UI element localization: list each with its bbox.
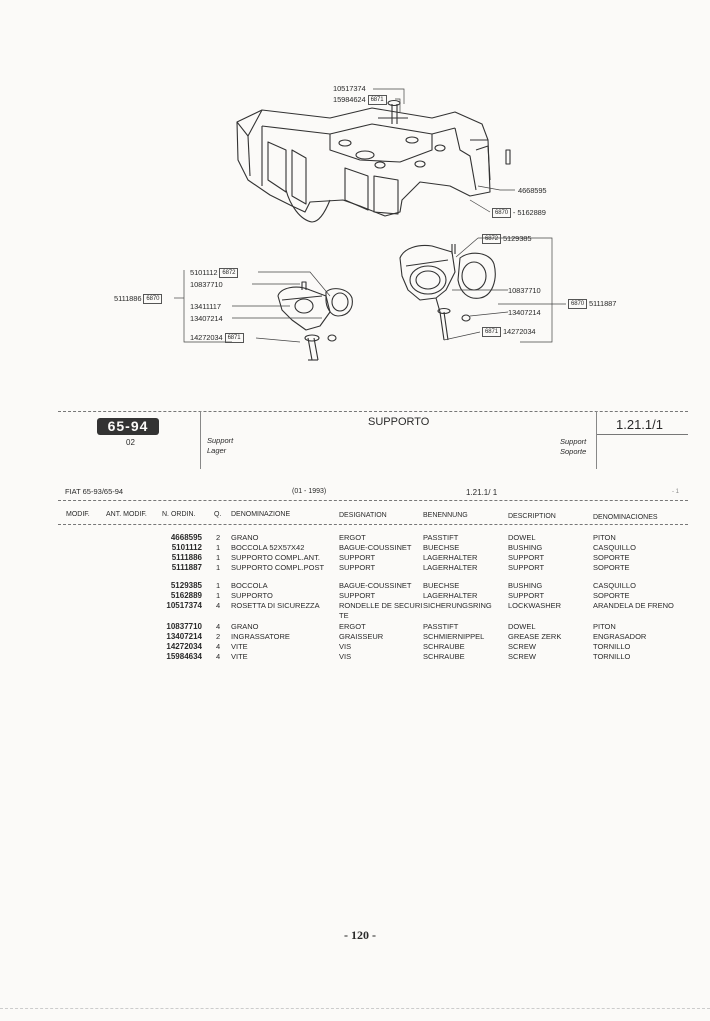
part-qty: 1 xyxy=(216,553,221,562)
columns-rule xyxy=(58,524,688,525)
part-qty: 1 xyxy=(216,591,221,600)
part-name-it: BOCCOLA xyxy=(231,581,268,590)
part-name-en: SCREW xyxy=(508,652,536,661)
part-qty: 4 xyxy=(216,642,221,651)
part-number: 5111886 xyxy=(171,553,202,562)
part-name-de: BUECHSE xyxy=(423,581,460,590)
callout-10837710-right: 10837710 xyxy=(508,286,541,295)
part-name-it: VITE xyxy=(231,652,248,661)
part-qty: 2 xyxy=(216,632,221,641)
ref-box: 6871 xyxy=(368,95,387,105)
callout-text: 14272034 xyxy=(502,327,536,336)
bottom-edge xyxy=(0,1008,710,1009)
col-denominazione: DENOMINAZIONE xyxy=(231,511,291,518)
part-name-it: GRANO xyxy=(231,622,259,631)
part-name-en: SUPPORT xyxy=(508,563,545,572)
part-name-es: PITON xyxy=(593,533,616,542)
callout-text: 15984624 xyxy=(333,95,366,104)
edition-date: (01 - 1993) xyxy=(292,488,327,495)
part-name-it: ROSETTA DI SICUREZZA xyxy=(231,601,320,610)
part-name-it: INGRASSATORE xyxy=(231,632,290,641)
header-top-rule xyxy=(58,411,688,412)
part-name-en: BUSHING xyxy=(508,581,543,590)
section-number: 1.21.1/1 xyxy=(616,417,663,432)
callout-13411117: 13411117 xyxy=(190,302,221,311)
part-name-en: GREASE ZERK xyxy=(508,632,562,641)
part-qty: 2 xyxy=(216,533,221,542)
part-name-de: PASSTIFT xyxy=(423,533,459,542)
part-name-de: LAGERHALTER xyxy=(423,591,478,600)
ref-box: 6871 xyxy=(482,327,501,337)
callout-13407214-right: 13407214 xyxy=(508,308,541,317)
part-name-it: SUPPORTO COMPL.POST xyxy=(231,563,325,572)
col-benennung: BENENNUNG xyxy=(423,512,468,519)
part-qty: 4 xyxy=(216,622,221,631)
part-name-en: BUSHING xyxy=(508,543,543,552)
header-divider-right xyxy=(596,411,597,469)
model-logo: 65-94 xyxy=(97,418,159,435)
part-number: 13407214 xyxy=(166,632,202,641)
part-qty: 1 xyxy=(216,581,221,590)
callout-10517374: 10517374 xyxy=(333,84,366,93)
part-name-it: SUPPORTO COMPL.ANT. xyxy=(231,553,320,562)
callout-text: 14272034 xyxy=(190,333,223,342)
col-description: DESCRIPTION xyxy=(508,513,556,520)
subtitle-en: Support xyxy=(207,436,234,445)
subtitle-fr: Support xyxy=(560,437,587,446)
part-name-fr: SUPPORT xyxy=(339,591,376,600)
part-number: 5129385 xyxy=(170,581,202,590)
callout-15984624 xyxy=(333,95,387,105)
part-number: 15984634 xyxy=(166,652,202,661)
callout-5129385 xyxy=(482,234,531,244)
col-q: Q. xyxy=(214,511,222,518)
part-name-en: SUPPORT xyxy=(508,553,545,562)
callout-text: 5111887 xyxy=(588,299,617,308)
part-name-de: SCHMIERNIPPEL xyxy=(423,632,485,641)
callout-10837710-left: 10837710 xyxy=(190,280,223,289)
col-n-ordin: N. ORDIN. xyxy=(162,511,196,518)
callout-text: 5162889 xyxy=(517,208,546,217)
part-name-es: TORNILLO xyxy=(593,642,631,651)
part-number: 5162889 xyxy=(170,591,202,600)
part-name-fr: BAGUE-COUSSINET xyxy=(339,543,412,552)
part-name-fr: GRAISSEUR xyxy=(339,632,384,641)
part-name-fr: BAGUE-COUSSINET xyxy=(339,581,412,590)
part-name-es: ARANDELA DE FRENO xyxy=(593,601,674,610)
header-divider-left xyxy=(200,411,201,469)
section-rule xyxy=(597,434,688,435)
part-name-fr: ERGOT xyxy=(339,622,366,631)
part-name-fr-cont: TE xyxy=(339,611,349,620)
part-name-de: SCHRAUBE xyxy=(423,652,465,661)
part-qty: 4 xyxy=(216,652,221,661)
ref-box: 6871 xyxy=(225,333,244,343)
col-modif: MODIF. xyxy=(66,511,90,518)
part-name-fr: ERGOT xyxy=(339,533,366,542)
meta-rule xyxy=(58,500,688,501)
part-name-en: DOWEL xyxy=(508,533,536,542)
part-name-es: SOPORTE xyxy=(593,553,630,562)
subtitle-de: Lager xyxy=(207,446,227,455)
part-name-es: SOPORTE xyxy=(593,563,630,572)
callout-5111887 xyxy=(568,299,616,309)
part-name-fr: SUPPORT xyxy=(339,563,376,572)
part-name-de: BUECHSE xyxy=(423,543,460,552)
part-name-es: ENGRASADOR xyxy=(593,632,647,641)
col-denominaciones: DENOMINACIONES xyxy=(593,514,658,521)
part-number: 5111887 xyxy=(171,563,202,572)
callout-5162889: 6870 - 5162889 xyxy=(492,208,546,218)
meta-mark: - 1 xyxy=(672,489,680,495)
part-name-de: LAGERHALTER xyxy=(423,563,478,572)
callout-14272034-left xyxy=(190,333,244,343)
exploded-parts-diagram xyxy=(0,0,710,400)
part-name-it: BOCCOLA 52X57X42 xyxy=(231,543,305,552)
part-name-de: LAGERHALTER xyxy=(423,553,478,562)
part-name-es: CASQUILLO xyxy=(593,581,636,590)
page-title: SUPPORTO xyxy=(368,416,430,428)
part-name-en: SCREW xyxy=(508,642,536,651)
part-name-fr: VIS xyxy=(339,642,352,651)
part-qty: 1 xyxy=(216,543,221,552)
part-name-it: SUPPORTO xyxy=(231,591,273,600)
part-name-es: PITON xyxy=(593,622,616,631)
part-name-de: PASSTIFT xyxy=(423,622,459,631)
part-name-en: SUPPORT xyxy=(508,591,545,600)
part-number: 5101112 xyxy=(171,543,202,552)
callout-4668595: 4668595 xyxy=(518,186,547,195)
col-ant-modif: ANT. MODIF. xyxy=(106,511,147,518)
part-name-de: SICHERUNGSRING xyxy=(423,601,492,610)
ref-box: 6870 xyxy=(492,208,511,218)
ref-box: 6870 xyxy=(143,294,162,304)
page-number: - 120 - xyxy=(344,928,376,942)
part-name-es: CASQUILLO xyxy=(593,543,636,552)
callout-13407214-left: 13407214 xyxy=(190,314,223,323)
part-name-de: SCHRAUBE xyxy=(423,642,465,651)
part-number: 10517374 xyxy=(166,601,202,610)
part-name-fr: VIS xyxy=(339,652,352,661)
part-name-es: TORNILLO xyxy=(593,652,631,661)
part-qty: 1 xyxy=(216,563,221,572)
ref-box: 6872 xyxy=(482,234,501,244)
part-name-fr: RONDELLE DE SECURI xyxy=(339,601,423,610)
callout-text: 5129385 xyxy=(502,234,532,243)
callout-5101112 xyxy=(190,268,238,278)
part-number: 14272034 xyxy=(166,642,202,651)
model-code: 02 xyxy=(126,438,135,447)
part-number: 4668595 xyxy=(170,533,202,542)
ref-box: 6872 xyxy=(219,268,238,278)
part-name-it: VITE xyxy=(231,642,248,651)
part-qty: 4 xyxy=(216,601,221,610)
callout-text: 5111886 xyxy=(114,294,142,303)
meta-section: 1.21.1/ 1 xyxy=(466,488,498,497)
callout-5111886 xyxy=(114,294,162,304)
subtitle-es: Soporte xyxy=(560,447,587,456)
callout-text: 5101112 xyxy=(190,268,218,277)
part-name-fr: SUPPORT xyxy=(339,553,376,562)
col-designation: DESIGNATION xyxy=(339,512,387,519)
callout-14272034-right xyxy=(482,327,536,337)
part-name-en: DOWEL xyxy=(508,622,536,631)
part-name-en: LOCKWASHER xyxy=(508,601,562,610)
part-name-es: SOPORTE xyxy=(593,591,630,600)
part-number: 10837710 xyxy=(166,622,202,631)
part-name-it: GRANO xyxy=(231,533,259,542)
ref-box: 6870 xyxy=(568,299,587,309)
model-list: FIAT 65-93/65-94 xyxy=(65,487,124,496)
